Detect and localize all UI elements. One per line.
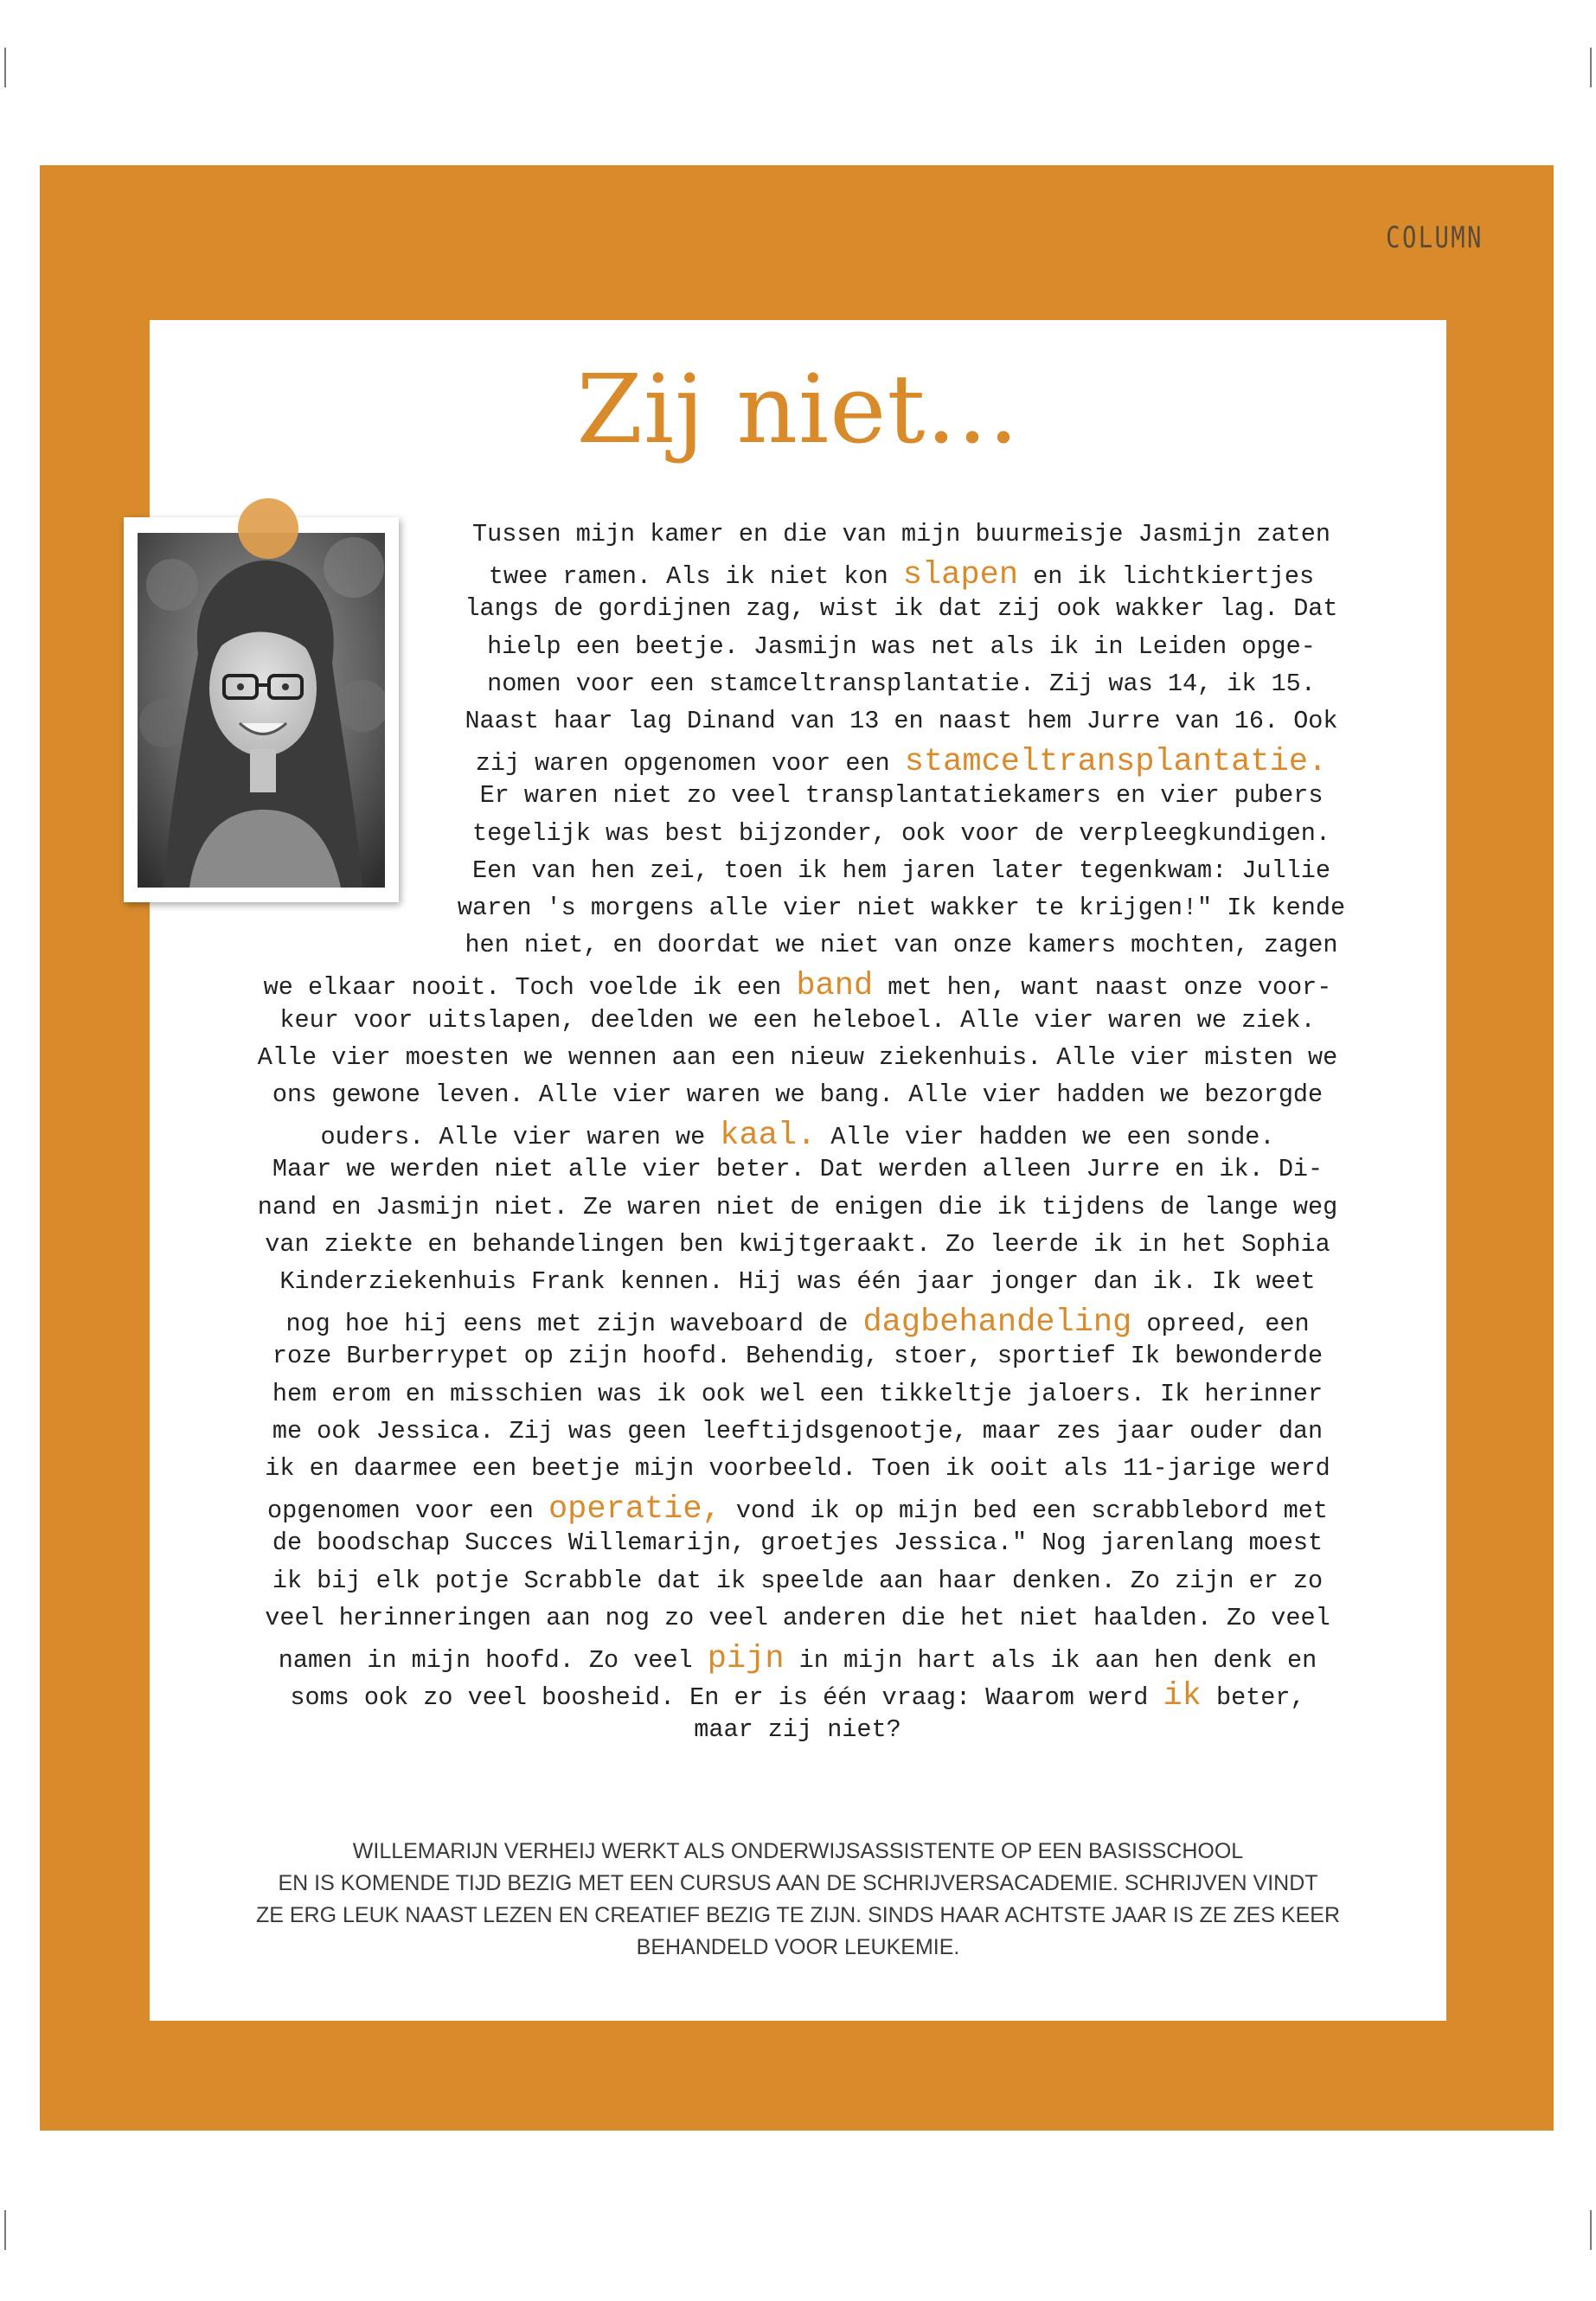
body-text-run: twee ramen. Als ik niet kon <box>488 562 903 592</box>
body-text-run: hen niet, en doordat we niet van onze kamers mochten, zagen <box>465 931 1338 960</box>
body-text-run: maar zij niet? <box>694 1715 901 1745</box>
body-text-run: Tussen mijn kamer en die van mijn buurmeisje Jasmijn zaten <box>472 520 1330 548</box>
highlighted-word: operatie, <box>548 1491 721 1529</box>
body-line <box>123 818 1596 848</box>
section-label: COLUMN <box>1386 221 1484 255</box>
highlighted-word: dagbehandeling <box>862 1304 1132 1342</box>
body-text-run: ik bij elk potje Scrabble dat ik speelde aan haar denken. Zo zijn er zo <box>272 1566 1324 1595</box>
body-text-run: langs de gordijnen zag, wist ik dat zij ook wakker lag. Dat <box>465 594 1338 624</box>
body-text-run: Er waren niet zo veel transplantatiekamers en vier pubers <box>479 781 1324 811</box>
crop-mark-top-left <box>4 48 6 87</box>
author-bio-line: ZE ERG LEUK NAAST LEZEN EN CREATIEF BEZIG TE ZIJN. SINDS HAAR ACHTSTE JAAR IS ZE ZES KEER <box>255 1903 1341 1927</box>
body-line <box>19 1641 1576 1677</box>
body-text-run: van ziekte en behandelingen ben kwijtgeraakt. Zo leerde ik in het Sophia <box>265 1229 1330 1259</box>
body-text-run: opreed, een <box>1131 1310 1310 1339</box>
body-text-run: nog hoe hij eens met zijn waveboard de <box>285 1310 863 1339</box>
body-text-run: tegelijk was best bijzonder, ook voor de verpleegkundigen. <box>472 818 1330 848</box>
body-line <box>19 1042 1576 1072</box>
body-line <box>19 1379 1576 1408</box>
body-text-run: veel herinneringen aan nog zo veel anderen die het niet haalden. Zo veel <box>265 1603 1330 1632</box>
body-line <box>19 1531 1576 1556</box>
body-line <box>19 1416 1576 1445</box>
body-line <box>19 1118 1576 1155</box>
body-line <box>123 522 1596 548</box>
highlighted-word: pijn <box>707 1641 785 1677</box>
body-text-run: Naast haar lag Dinand van 13 en naast hem Jurre van 16. Ook <box>465 707 1338 735</box>
body-line <box>123 709 1596 734</box>
body-text-run: nand en Jasmijn niet. Ze waren niet de enigen die ik tijdens de lange weg <box>257 1192 1338 1221</box>
body-text-run: Een van hen zei, toen ik hem jaren later tegenkwam: Jullie <box>472 856 1330 885</box>
body-text-run: Alle vier hadden we een sonde. <box>816 1123 1275 1152</box>
body-text-run: soms ook zo veel boosheid. En er is één vraag: Waarom werd <box>290 1683 1163 1713</box>
body-line <box>19 1005 1576 1035</box>
body-text-run: ons gewone leven. Alle vier waren we bang. Alle vier hadden we bezorgde <box>272 1080 1324 1109</box>
body-line <box>123 744 1596 781</box>
body-line <box>123 933 1596 958</box>
body-line <box>19 968 1576 1005</box>
body-text-run: ouders. Alle vier waren we <box>320 1123 721 1152</box>
body-text-run: me ook Jessica. Zij was geen leeftijdsgenootje, maar zes jaar ouder dan <box>272 1416 1324 1445</box>
body-line <box>19 1715 1576 1745</box>
body-text-run: hem erom en misschien was ik ook wel een tikkeltje jaloers. Ik herinner <box>272 1379 1324 1408</box>
body-line <box>123 594 1596 624</box>
body-text-run: in mijn hart als ik aan hen denk en <box>784 1646 1317 1675</box>
body-text-run: vond ik op mijn bed een scrabblebord met <box>721 1497 1328 1526</box>
body-line <box>19 1566 1576 1595</box>
body-line <box>19 1454 1576 1483</box>
body-text-run: opgenomen voor een <box>266 1497 548 1526</box>
body-text-run: Kinderziekenhuis Frank kennen. Hij was één jaar jonger dan ik. Ik weet <box>279 1267 1316 1296</box>
body-text-run: zij waren opgenomen voor een <box>475 749 905 779</box>
body-line <box>19 1267 1576 1296</box>
highlighted-word: ik <box>1163 1678 1202 1715</box>
body-line <box>19 1344 1576 1369</box>
body-line <box>123 631 1596 661</box>
body-line <box>19 1157 1576 1183</box>
body-text-run: hielp een beetje. Jasmijn was net als ik in Leiden opge- <box>487 631 1316 661</box>
body-text-run: met hen, want naast onze voor- <box>873 973 1332 1003</box>
body-text-run: Alle vier moesten we wennen aan een nieuw ziekenhuis. Alle vier misten we <box>257 1042 1338 1072</box>
body-text-run: de boodschap Succes Willemarijn, groetjes Jessica." Nog jarenlang moest <box>272 1529 1324 1558</box>
body-text-run: namen in mijn hoofd. Zo veel <box>278 1646 708 1675</box>
author-bio-line: WILLEMARIJN VERHEIJ WERKT ALS ONDERWIJSASSISTENTE OP EEN BASISSCHOOL <box>352 1839 1244 1863</box>
body-line <box>123 669 1596 698</box>
body-text-run: beter, <box>1201 1683 1305 1713</box>
author-bio-line: BEHANDELD VOOR LEUKEMIE. <box>636 1935 960 1959</box>
author-bio <box>0 1836 1596 1964</box>
body-line <box>123 781 1596 811</box>
crop-mark-top-right <box>1590 48 1592 87</box>
article-headline: Zij niet... <box>576 354 1020 465</box>
body-line <box>19 1304 1576 1342</box>
body-line <box>19 1080 1576 1109</box>
body-text-run: Maar we werden niet alle vier beter. Dat werden alleen Jurre en ik. Di- <box>272 1155 1324 1184</box>
body-text-run: ik en daarmee een beetje mijn voorbeeld. Toen ik ooit als 11-jarige werd <box>265 1454 1330 1483</box>
body-text-run: waren 's morgens alle vier niet wakker te krijgen!" Ik kende <box>457 894 1346 922</box>
body-text-run: roze Burberrypet op zijn hoofd. Behendig, stoer, sportief Ik bewonderde <box>272 1342 1324 1371</box>
body-text-run: we elkaar nooit. Toch voelde ik een <box>263 973 797 1003</box>
crop-mark-bottom-right <box>1590 2210 1592 2250</box>
highlighted-word: slapen <box>902 557 1019 594</box>
highlighted-word: kaal. <box>720 1118 817 1155</box>
body-text-run: keur voor uitslapen, deelden we een heleboel. Alle vier waren we ziek. <box>279 1005 1316 1035</box>
body-line <box>123 557 1596 594</box>
author-bio-line: EN IS KOMENDE TIJD BEZIG MET EEN CURSUS AAN DE SCHRIJVERSACADEMIE. SCHRIJVEN VINDT <box>278 1871 1318 1895</box>
body-text-run: nomen voor een stamceltransplantatie. Zij was 14, ik 15. <box>487 669 1316 698</box>
body-text-run: en ik lichtkiertjes <box>1018 562 1315 592</box>
highlighted-word: stamceltransplantatie. <box>904 744 1328 781</box>
crop-mark-bottom-left <box>4 2210 6 2250</box>
body-line <box>123 896 1596 921</box>
body-line <box>19 1678 1576 1715</box>
body-line <box>19 1603 1576 1632</box>
body-line <box>19 1192 1576 1221</box>
body-line <box>123 856 1596 885</box>
body-line <box>19 1491 1576 1529</box>
highlighted-word: band <box>796 968 874 1005</box>
body-line <box>19 1229 1576 1259</box>
